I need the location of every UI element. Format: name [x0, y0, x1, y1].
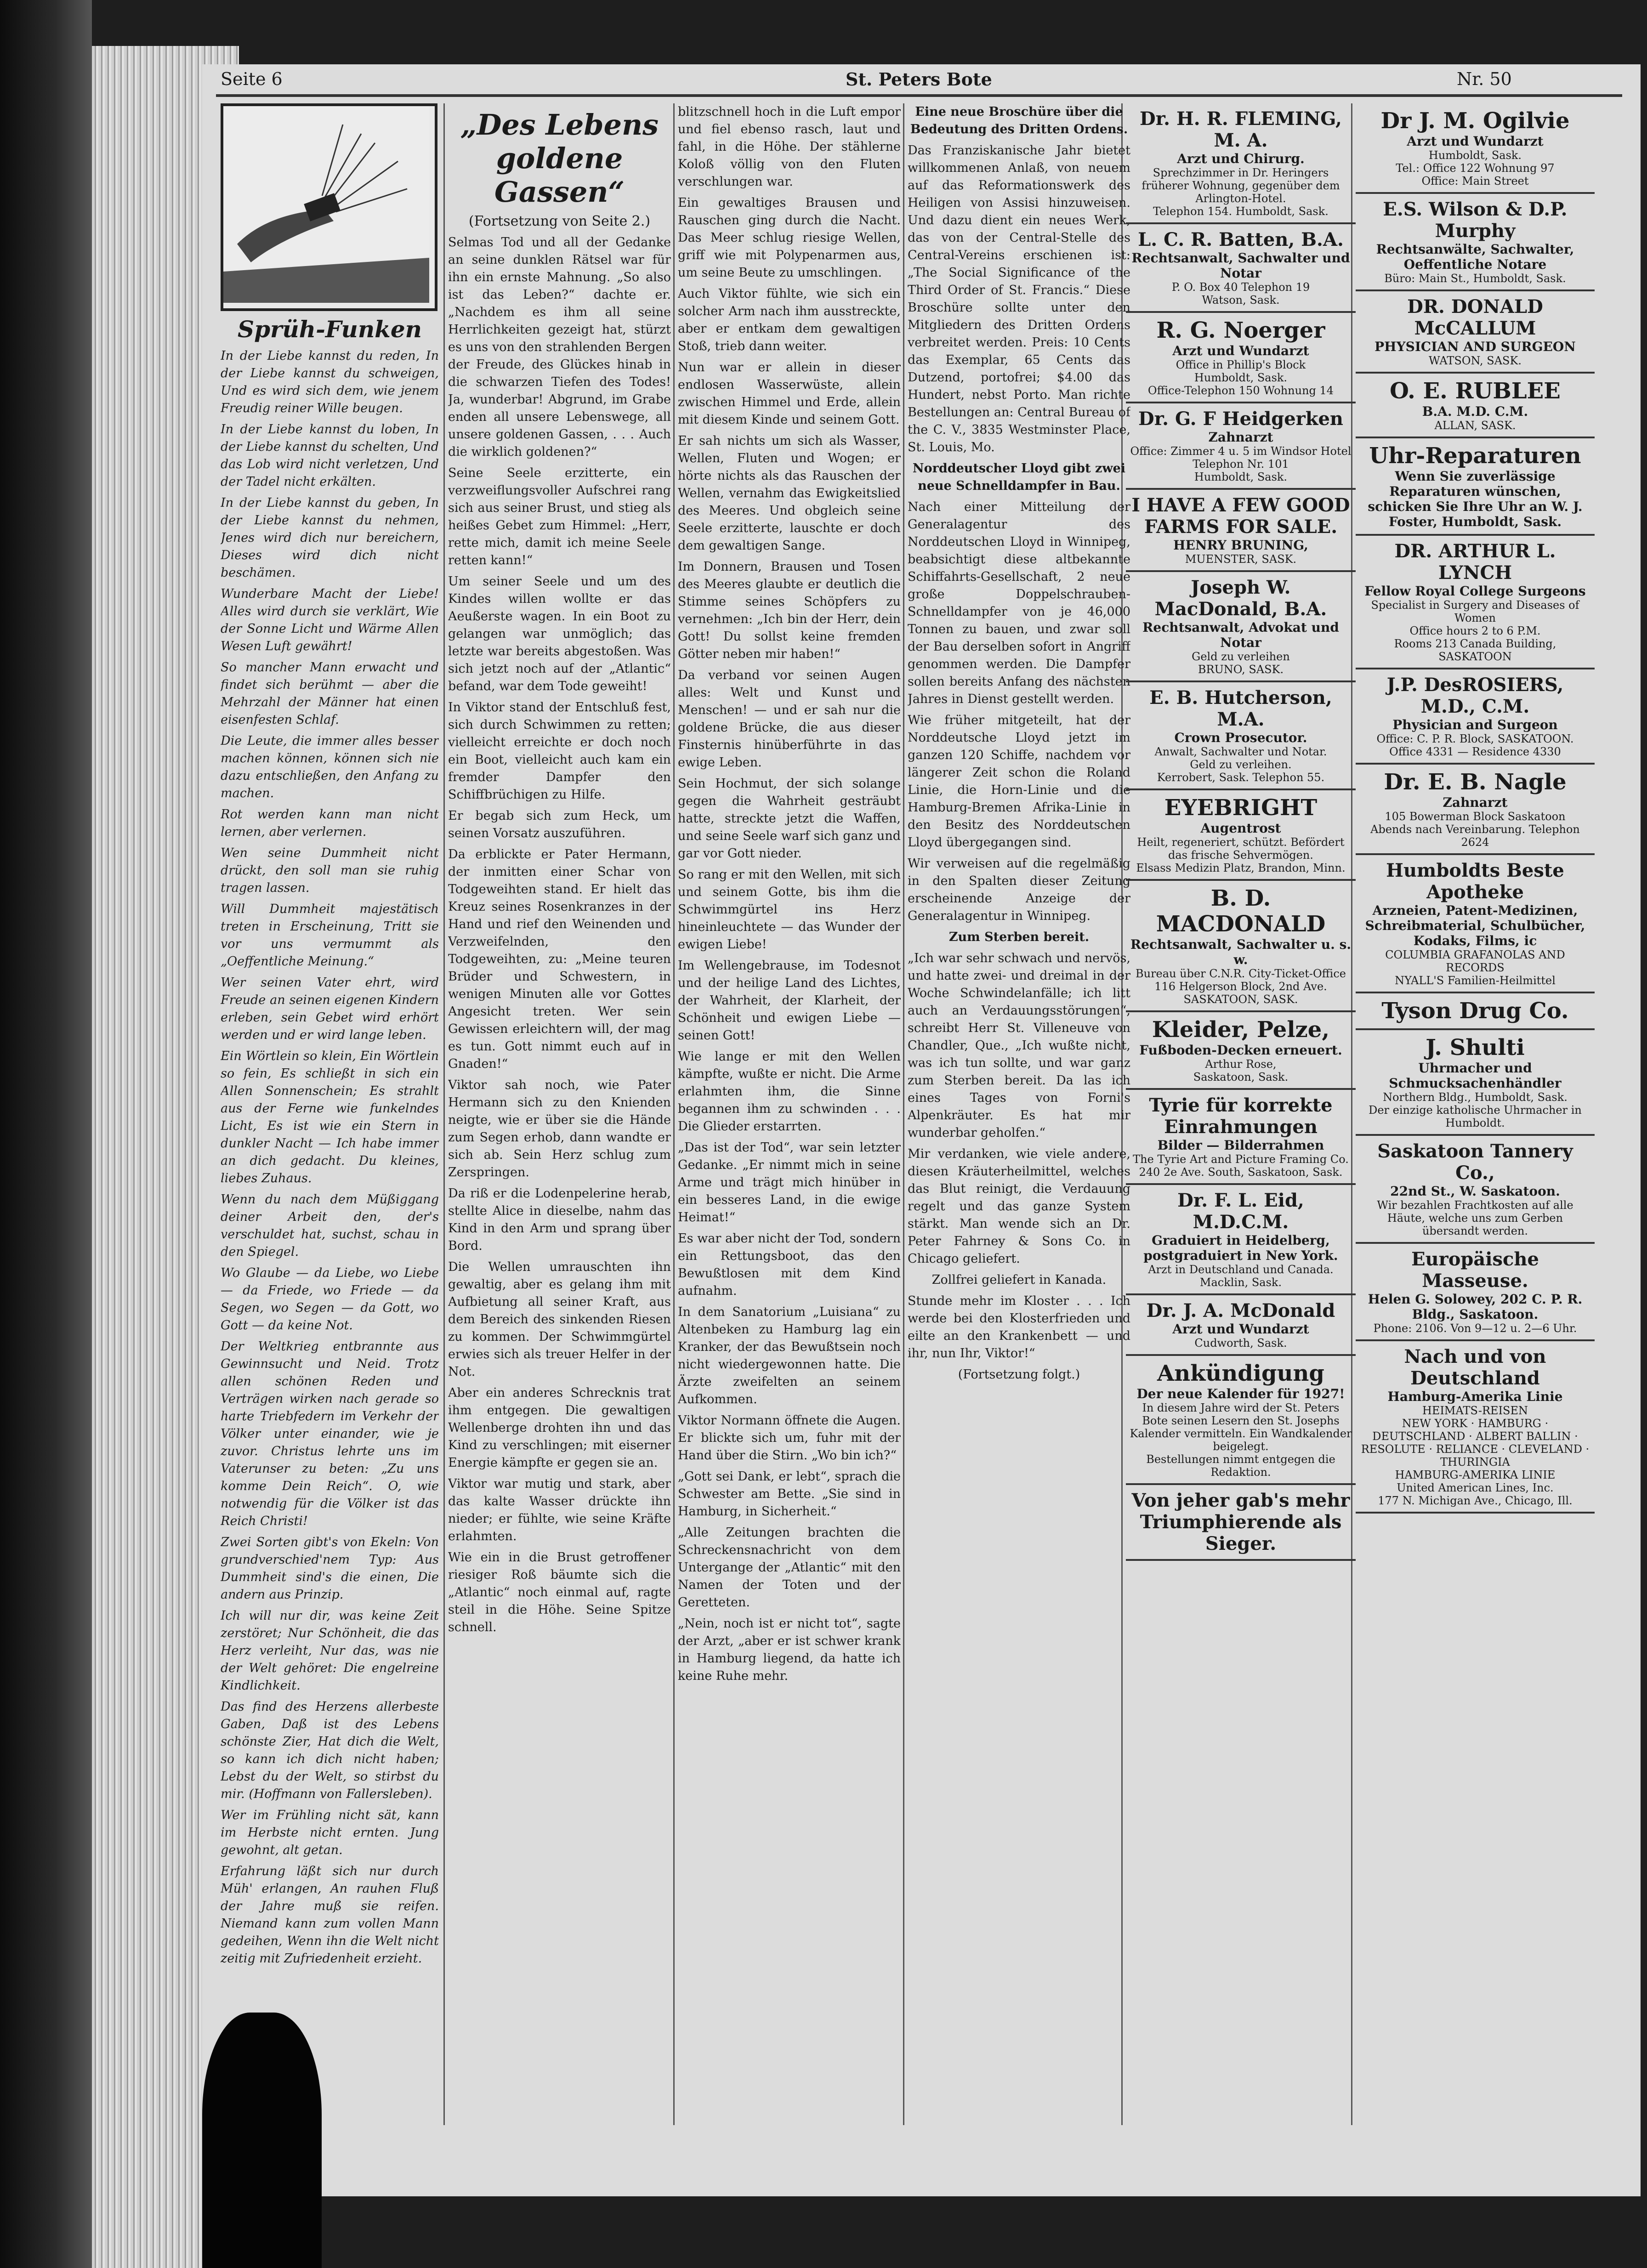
ad-line: Büro: Main St., Humboldt, Sask. [1384, 272, 1566, 285]
verse: Ich will nur dir, was keine Zeit zerstöret; Nur Schönheit, die das Herz verleiht, Nur das, was nie der Welt gehöret: Die engelreine Kindlichkeit. [221, 1609, 439, 1693]
verse: Wunderbare Macht der Liebe! Alles wird durch sie verklärt, Wie der Sonne Licht und Wärme Allen Wesen Luft gewährt! [221, 587, 439, 653]
ad-line: ALLAN, SASK. [1434, 419, 1516, 432]
news-paragraph: Wie früher mitgeteilt, hat der Norddeutsche Lloyd jetzt im ganzen 120 Schiffe, nachdem vor längerer Zeit schon die Roland Linie, die Horn-Linie und die Hamburg-Bremen Afrika-Linie in den Besitz des Norddeutschen Lloyd übergegangen sind. [908, 713, 1130, 850]
ad-line: Abends nach Vereinbarung. Telephon 2624 [1370, 823, 1580, 849]
ad-line: Office: Main Street [1421, 175, 1529, 187]
folio-left: Seite 6 [221, 69, 283, 89]
advertisement [1126, 224, 1356, 313]
story-paragraph: blitzschnell hoch in die Luft empor und fiel ebenso rasch, laut und fahl, in die Höhe. Der stählerne Koloß völlig von den Fluten verschlungen war. [678, 105, 901, 189]
ad-line: COLUMBIA GRAFANOLAS AND RECORDS [1385, 948, 1565, 974]
ad-line: Office hours 2 to 6 P.M. [1409, 624, 1541, 637]
ad-line: Geld zu verleihen [1192, 650, 1290, 663]
header-rule [216, 94, 1622, 97]
ad-line: 116 Helgerson Block, 2nd Ave. [1154, 980, 1327, 993]
ad-line: Arzneien, Patent-Medizinen, Schreibmaterial, Schulbücher, Kodaks, Films, ic [1365, 903, 1585, 948]
column-rule [903, 103, 904, 2125]
ad-line: Office: Zimmer 4 u. 5 im Windsor Hotel [1130, 445, 1352, 458]
ad-line: Elsass Medizin Platz, Brandon, Minn. [1136, 862, 1346, 874]
ad-line: Hamburg-Amerika Linie [1387, 1389, 1563, 1404]
story-paragraph: Ein gewaltiges Brausen und Rauschen ging durch die Nacht. Das Meer schlug riesige Wellen, griff wie mit Polypenarmen aus, um seine Beute zu umschlingen. [678, 196, 901, 280]
ad-line: United American Lines, Inc. [1397, 1481, 1554, 1494]
story-paragraph: Auch Viktor fühlte, wie sich ein solcher Arm nach ihm ausstreckte, aber er entkam dem gewaltigen Stoß, trieb dann weiter. [678, 287, 901, 353]
verse: In der Liebe kannst du reden, In der Liebe kannst du schweigen, Und es wird sich dem, wie jenem Freudig reiner Wille beugen. [221, 349, 439, 415]
story-paragraph: Viktor Normann öffnete die Augen. Er blickte sich um, fuhr mit der Hand über die Stirn. „Wo bin ich?“ [678, 1413, 901, 1463]
ad-line: Helen G. Solowey, 202 C. P. R. Bldg., Saskatoon. [1368, 1292, 1583, 1322]
ad-line: SASKATOON, SASK. [1183, 993, 1298, 1006]
story-paragraph: In Viktor stand der Entschluß fest, sich durch Schwimmen zu retten; vielleicht erreichte er doch noch ein Boot, vielleicht auch kam ein fremder Dampfer den Schiffbrüchigen zu Hilfe. [448, 700, 671, 802]
illustration-hand-hammer [221, 103, 437, 311]
ad-line: Anwalt, Sachwalter und Notar. [1154, 745, 1327, 758]
ad-line: Rooms 213 Canada Building, SASKATOON [1394, 637, 1556, 663]
advertisement [1126, 790, 1356, 881]
advertisement [1356, 1136, 1595, 1244]
ad-line: Der einzige katholische Uhrmacher in Humboldt. [1369, 1104, 1582, 1129]
ad-line: 177 N. Michigan Ave., Chicago, Ill. [1378, 1494, 1573, 1507]
ad-line: Rechtsanwalt, Sachwalter u. s. w. [1130, 937, 1352, 967]
advertisement [1126, 403, 1356, 490]
story-paragraph: Da verband vor seinen Augen alles: Welt und Kunst und Menschen! — und er sah nur die goldene Brücke, die aus dieser Finsternis hinüberführte in das ewige Leben. [678, 668, 901, 770]
ad-name: L. C. R. Batten, B.A. [1138, 229, 1344, 250]
column-ads-right [1356, 103, 1595, 2125]
ad-line: Northern Bldg., Humboldt, Sask. [1383, 1091, 1567, 1104]
ad-line: Rechtsanwälte, Sachwalter, Oeffentliche Notare [1376, 242, 1574, 272]
story-paragraph: Es war aber nicht der Tod, sondern ein Rettungsboot, das den Bewußtlosen mit dem Kind aufnahm. [678, 1231, 901, 1298]
story-paragraph: „Gott sei Dank, er lebt“, sprach die Schwester am Bette. „Sie sind in Hamburg, in Sicherheit.“ [678, 1469, 901, 1519]
ad-name: Dr. F. L. Eid, M.D.C.M. [1177, 1190, 1304, 1233]
news-paragraph: Nach einer Mitteilung der Generalagentur des Norddeutschen Lloyd in Winnipeg, beabsichtigt diese altbekannte Schiffahrts-Gesellschaft, 2 neue große Doppelschrauben-Schnelldampfer von je 46,000 Tonnen zu bauen, und zwar soll der Bau derselben sofort in Angriff genommen werden. Die Dampfer sollen bereits Anfang des nächsten Jahres in Dienst gestellt werden. [908, 500, 1130, 706]
ad-line: Office 4331 — Residence 4330 [1389, 745, 1561, 758]
scan-shadow [202, 2013, 322, 2268]
ad-line: Telephon 154. Humboldt, Sask. [1153, 205, 1329, 218]
ad-line: NEW YORK · HAMBURG · DEUTSCHLAND · ALBERT BALLIN · RESOLUTE · RELIANCE · CLEVELAND · THURINGIA [1361, 1417, 1590, 1469]
ad-name: Uhr-Reparaturen [1369, 443, 1581, 469]
ad-line: In diesem Jahre wird der St. Peters Bote seinen Lesern den St. Josephs Kalender vermitteln. Ein Wandkalender beigelegt. [1130, 1401, 1352, 1453]
ad-line: Heilt, regeneriert, schützt. Befördert das frische Sehvermögen. [1137, 836, 1345, 862]
ad-line: HENRY BRUNING, [1173, 538, 1308, 553]
advertisement [1356, 103, 1595, 194]
ad-line: Der neue Kalender für 1927! [1136, 1386, 1345, 1401]
ad-line: BRUNO, SASK. [1198, 663, 1284, 676]
ad-line: Specialist in Surgery and Diseases of Women [1371, 599, 1579, 624]
folio-right: Nr. 50 [1457, 69, 1512, 89]
ad-name: I HAVE A FEW GOOD FARMS FOR SALE. [1131, 494, 1350, 538]
ad-line: HAMBURG-AMERIKA LINIE [1395, 1469, 1556, 1481]
ad-name: O. E. RUBLEE [1390, 378, 1561, 404]
advertisement [1126, 490, 1356, 572]
ad-name: Tyson Drug Co. [1381, 998, 1569, 1024]
ad-line: Uhrmacher und Schmucksachenhändler [1389, 1060, 1562, 1091]
ad-name: Saskatoon Tannery Co., [1377, 1140, 1573, 1184]
ad-line: P. O. Box 40 Telephon 19 [1171, 281, 1310, 294]
ad-name: Humboldts Beste Apotheke [1386, 860, 1564, 903]
ad-line: Zahnarzt [1443, 795, 1508, 810]
story-paragraph: Stunde mehr im Kloster . . . Ich werde bei den Klosterfrieden und eilte an den Krankenbett — und ihr, nun Ihr, Viktor!“ [908, 1294, 1130, 1361]
story-paragraph: Seine Seele erzitterte, ein verzweiflungsvoller Aufschrei rang sich aus seiner Brust, und stieg als heißes Gebet zum Himmel: „Herr, rette mich, damit ich meine Seele retten kann!“ [448, 466, 671, 567]
ad-line: Office: C. P. R. Block, SASKATOON. [1376, 732, 1574, 745]
ad-name: E.S. Wilson & D.P. Murphy [1383, 198, 1567, 242]
ad-line: Arzt und Wundarzt [1407, 134, 1544, 149]
ad-name: Dr. G. F Heidgerken [1138, 408, 1343, 430]
ad-name: Dr J. M. Ogilvie [1380, 108, 1570, 134]
ad-name: Dr. E. B. Nagle [1384, 769, 1567, 795]
advertisement [1356, 669, 1595, 765]
ad-name: Europäische Masseuse. [1411, 1248, 1539, 1292]
ad-line: Sprechzimmer in Dr. Heringers früherer Wohnung, gegenüber dem Arlington-Hotel. [1142, 166, 1340, 205]
advertisement [1126, 103, 1356, 224]
column-spruehfunken [221, 103, 439, 2125]
ad-line: Fellow Royal College Surgeons [1364, 584, 1586, 599]
news-paragraph: Mir verdanken, wie viele andere, diesen Kräuterheilmittel, welches das Blut reinigt, die Verdauung regelt und das ganze System stärkt. Man wende sich an Dr. Peter Fahrney & Sons Co. in Chicago geliefert. [908, 1147, 1130, 1266]
ad-name: Nach und von Deutschland [1404, 1346, 1546, 1389]
story-paragraph: So rang er mit den Wellen, mit sich und seinem Gotte, bis ihm die Schwimmgürtel ins Herz hineinleuchtete — das Wunder der ewigen Liebe! [678, 868, 901, 952]
advertisement [1126, 313, 1356, 403]
story-paragraph: Wie ein in die Brust getroffener riesiger Roß bäumte sich die „Atlantic“ noch einmal auf, ragte steil in die Höhe. Seine Spitze schnell. [448, 1550, 671, 1634]
ad-line: Fußboden-Decken erneuert. [1139, 1043, 1342, 1058]
ad-line: Physician and Surgeon [1392, 717, 1558, 732]
ad-name: DR. DONALD McCALLUM [1407, 296, 1543, 339]
news-note: Zollfrei geliefert in Kanada. [931, 1273, 1107, 1287]
ad-line: Augentrost [1200, 821, 1281, 836]
aphorism: Wo Glaube — da Liebe, wo Liebe — da Friede, wo Friede — da Segen, wo Segen — da Gott, wo Gott — da keine Not. [221, 1266, 439, 1332]
column-serial-story-cont [678, 103, 901, 2125]
ad-line: Arzt und Wundarzt [1172, 343, 1309, 358]
ad-line: Wir bezahlen Frachtkosten auf alle Häute, welche uns zum Gerben übersandt werden. [1377, 1199, 1573, 1237]
aphorism: Wer seinen Vater ehrt, wird Freude an seinen eigenen Kindern erleben, sein Gebet wird erhört werden und er wird lange leben. [221, 975, 439, 1042]
ad-name: Joseph W. MacDonald, B.A. [1154, 577, 1327, 620]
story-paragraph: „Das ist der Tod“, war sein letzter Gedanke. „Er nimmt mich in seine Arme und trägt mich hinüber in ein besseres Land, in die ewige Heimat!“ [678, 1140, 901, 1225]
advertisement [1356, 1341, 1595, 1514]
aphorism: So mancher Mann erwacht und findet sich berühmt — aber die Mehrzahl der Männer hat einen eisenfesten Schlaf. [221, 660, 439, 727]
ad-line: Bestellungen nimmt entgegen die Redaktion. [1146, 1453, 1335, 1479]
ad-line: Wenn Sie zuverlässige Reparaturen wünschen, schicken Sie Ihre Uhr an W. J. Foster, Humboldt, Sask. [1368, 469, 1583, 529]
advertisement [1126, 682, 1356, 790]
story-paragraph: Im Wellengebrause, im Todesnot und der heilige Land des Lichtes, der Wahrheit, der Klarheit, der Schönheit und ewigen Liebe — seinen Gott! [678, 958, 901, 1043]
ad-line: Arzt und Chirurg. [1177, 151, 1305, 166]
aphorism: Will Dummheit majestätisch treten in Erscheinung, Tritt sie vor uns vermummt als „Oeffentliche Meinung.“ [221, 902, 439, 969]
story-continuation-note: (Fortsetzung von Seite 2.) [468, 213, 651, 229]
verse: Zwei Sorten gibt's von Ekeln: Von grundverschied'nem Typ: Aus Dummheit sind's die einen, Die andern aus Prinzip. [221, 1535, 439, 1602]
ad-line: Crown Prosecutor. [1174, 730, 1307, 745]
advertisement [1356, 855, 1595, 993]
ad-line: WATSON, SASK. [1428, 354, 1522, 367]
story-paragraph: Er begab sich zum Heck, um seinen Vorsatz auszuführen. [448, 809, 671, 840]
story-paragraph: In dem Sanatorium „Luisiana“ zu Altenbeken zu Hamburg lag ein Kranker, der das Bewußtsein noch nicht wiedergewonnen hatte. Die Ärzte zweifelten an seinem Aufkommen. [678, 1305, 901, 1406]
ad-name: EYEBRIGHT [1164, 795, 1318, 821]
ad-name: Dr. H. R. FLEMING, M. A. [1140, 108, 1342, 151]
advertisement [1126, 572, 1356, 682]
news-headline: Norddeutscher Lloyd gibt zwei neue Schnelldampfer in Bau. [912, 461, 1126, 493]
ad-line: 22nd St., W. Saskatoon. [1390, 1184, 1560, 1199]
ad-line: Geld zu verleihen. [1190, 758, 1292, 771]
story-title: „Des Lebens goldene Gassen“ [460, 108, 659, 209]
ad-line: Office-Telephon 150 Wohnung 14 [1147, 384, 1334, 397]
ad-line: Bilder — Bilderrahmen [1157, 1138, 1324, 1153]
ad-line: Kerrobert, Sask. Telephon 55. [1157, 771, 1325, 784]
ad-line: MUENSTER, SASK. [1185, 553, 1297, 566]
advertisement [1356, 1244, 1595, 1341]
story-paragraph: Sein Hochmut, der sich solange gegen die Wahrheit gesträubt hatte, streckte jetzt die Waffen, und seine Seele warf sich ganz und gar vor Gott nieder. [678, 777, 901, 861]
ad-name: R. G. Noerger [1156, 318, 1325, 343]
advertisement [1356, 438, 1595, 536]
ad-line: Graduiert in Heidelberg, postgraduiert in New York. [1143, 1233, 1338, 1263]
advertisement [1126, 1185, 1356, 1295]
ad-line: Humboldt, Sask. [1194, 371, 1288, 384]
ad-line: B.A. M.D. C.M. [1422, 404, 1528, 419]
story-paragraph: Im Donnern, Brausen und Tosen des Meeres glaubte er deutlich die Stimme seines Schöpfers zu vernehmen: „Ich bin der Herr, dein Gott! Du sollst keine fremden Götter neben mir haben!“ [678, 560, 901, 661]
story-paragraph: Um seiner Seele und um des Kindes willen wollte er das Aeußerste wagen. In ein Boot zu gelangen war unmöglich; das letzte war bereits abgestoßen. Was sich jetzt noch auf der „Atlantic“ befand, war dem Tode geweiht! [448, 574, 671, 693]
verse: Das find des Herzens allerbeste Gaben, Daß ist des Lebens schönste Zier, Hat dich die Welt, so kann ich dich nicht haben; Lebst du der Welt, so stirbst du mir. (Hoffmann von Fallersleben). [221, 1700, 439, 1801]
ad-line: Telephon Nr. 101 [1193, 458, 1289, 471]
verse: Erfahrung läßt sich nur durch Müh' erlangen, An rauhen Fluß der Jahre muß sie reifen. Niemand kann zum vollen Mann gedeihen, Wenn ihn die Welt nicht zeitig mit Zufriedenheit erzieht. [221, 1864, 439, 1966]
column-rule [443, 103, 445, 2125]
ad-name: E. B. Hutcherson, M.A. [1149, 687, 1332, 730]
advertisement [1126, 881, 1356, 1012]
ad-line: Watson, Sask. [1202, 294, 1280, 306]
ad-line: Tel.: Office 122 Wohnung 97 [1396, 162, 1555, 175]
ad-line: 240 2e Ave. South, Saskatoon, Sask. [1139, 1166, 1343, 1179]
column-news [908, 103, 1130, 2125]
news-paragraph: Das Franziskanische Jahr bietet willkommenen Anlaß, von neuem auf das Reformationswerk des Heiligen von Assisi hinzuweisen. Und dazu dient ein neues Werk, das von der Central-Stelle des Central-Vereins erschienen ist: „The Social Significance of the Third Order of St. Francis.“ Diese Broschüre sollte unter den Mitgliedern des Dritten Ordens verbreitet werden. Preis: 10 Cents das Exemplar, 65 Cents das Dutzend, portofrei; $4.00 das Hundert, nebst Porto. Man richte Bestellungen an: Central Bureau of the C. V., 3835 Westminster Place, St. Louis, Mo. [908, 143, 1130, 454]
news-headline: Zum Sterben bereit. [948, 930, 1090, 944]
book-binding [0, 0, 92, 2268]
ad-line: Rechtsanwalt, Advokat und Notar [1142, 620, 1339, 650]
story-paragraph: Aber ein anderes Schrecknis trat ihm entgegen. Die gewaltigen Wellenberge drohten ihn und das Kind zu verschlingen; mit eiserner Energie kämpfte er gegen sie an. [448, 1386, 671, 1470]
story-paragraph: „Nein, noch ist er nicht tot“, sagte der Arzt, „aber er ist schwer krank in Hamburg liegend, da hatte ich keine Ruhe mehr. [678, 1616, 901, 1683]
ad-name: Dr. J. A. McDonald [1146, 1300, 1335, 1321]
story-paragraph: Viktor sah noch, wie Pater Hermann sich zu den Knienden neigte, wie er über sie die Hände zum Segen erhob, dann wandte er sich ab. Sein Herz schlug zum Zerspringen. [448, 1078, 671, 1179]
story-paragraph: Viktor war mutig und stark, aber das kalte Wasser drückte ihn nieder; er fühlte, wie seine Kräfte erlahmten. [448, 1477, 671, 1543]
ad-line: Macklin, Sask. [1199, 1276, 1282, 1289]
ad-line: Humboldt, Sask. [1194, 471, 1288, 483]
story-paragraph: Wie lange er mit den Wellen kämpfte, wußte er nicht. Die Arme erlahmten ihm, die Sinne begannen ihm zu schwinden . . . Die Glieder erstarrten. [678, 1049, 901, 1134]
verse: In der Liebe kannst du loben, In der Liebe kannst du schelten, Und das Lob wird nicht verletzen, Und der Tadel nicht erkälten. [221, 422, 439, 489]
story-paragraph: Nun war er allein in dieser endlosen Wasserwüste, allein zwischen Himmel und Erde, allein mit diesem Kinde und seinem Gott. [678, 360, 901, 427]
story-paragraph: Da riß er die Lodenpelerine herab, stellte Alice in dieselbe, nahm das Kind in den Arm und sprang über Bord. [448, 1186, 671, 1253]
ad-line: The Tyrie Art and Picture Framing Co. [1133, 1153, 1349, 1166]
advertisement [1356, 194, 1595, 291]
ad-line: Arzt in Deutschland und Canada. [1148, 1263, 1334, 1276]
advertisement [1356, 291, 1595, 374]
ad-line: Bureau über C.N.R. City-Ticket-Office [1135, 967, 1346, 980]
verse: Ein Wörtlein so klein, Ein Wörtlein so fein, Es schließt in sich ein Allen Sonnenschein; Es strahlt aus der Ferne wie funkelndes Licht, Es ist wie ein Stern in dunkler Nacht — Ich habe immer an dich gedacht. Du kleines, liebes Zuhaus. [221, 1049, 439, 1185]
ad-line: Cudworth, Sask. [1194, 1337, 1287, 1349]
advertisement [1356, 1030, 1595, 1136]
ad-name: B. D. MACDONALD [1156, 885, 1326, 937]
story-paragraph: Er sah nichts um sich als Wasser, Wellen, Fluten und Wogen; er hörte nichts als das Rauschen der Wellen, vernahm das Ewigkeitslied des Meeres. Und obgleich seine Seele erzitterte, lauschte er doch dem gewaltigen Sange. [678, 434, 901, 553]
aphorism: Wenn du nach dem Müßiggang deiner Arbeit den, der's verschuldet hat, suchst, schau in den Spiegel. [221, 1192, 439, 1259]
story-paragraph: Da erblickte er Pater Hermann, der inmitten einer Schar von Todgeweihten stand. Er hielt das Kreuz seines Rosenkranzes in der Hand und rief den Weinenden und Verzweifelnden, den Todgeweihten, zu: „Meine teuren Brüder und Schwestern, in wenigen Minuten alle vor Gottes Angesicht treten. Wer sein Gewissen erleichtern will, der mag es tun. Gott nimmt euch auf in Gnaden!“ [448, 847, 671, 1071]
story-paragraph: Selmas Tod und all der Gedanke an seine dunklen Rätsel war für ihn ein ernste Mahnung. „So also ist das Leben?“ dachte er. „Nachdem es ihm all seine Herrlichkeiten gezeigt hat, stürzt es uns von den strahlenden Bergen der Freude, des Glückes hinab in die schwarzen Tiefen des Todes! Ja, wunderbar! Abgrund, im Grabe enden all unsere Lebenswege, all unsere goldenen Gassen, . . . Auch die wirklich goldenen?“ [448, 235, 671, 459]
ad-name: Ankündigung [1157, 1361, 1324, 1386]
advertisement [1356, 993, 1595, 1030]
advertisement [1356, 765, 1595, 855]
ad-line: PHYSICIAN AND SURGEON [1374, 339, 1576, 354]
ad-line: Phone: 2106. Von 9—12 u. 2—6 Uhr. [1373, 1322, 1577, 1335]
ad-line: Arzt und Wundarzt [1172, 1321, 1309, 1337]
aphorism: Wer im Frühling nicht sät, kann im Herbste nicht ernten. Jung gewohnt, alt getan. [221, 1808, 439, 1857]
ad-line: Humboldt, Sask. [1428, 149, 1522, 162]
ad-line: Zahnarzt [1208, 430, 1273, 445]
column-rule [673, 103, 675, 2125]
advertisement [1126, 1090, 1356, 1185]
news-paragraph: „Ich war sehr schwach und nervös, und hatte zwei- und dreimal in der Woche Schwindelanfälle; ich litt auch an Verdauungsstörungen“, schreibt Herr St. Villeneuve von Chandler, Que., „Ich wußte nicht, was ich tun sollte, und war ganz zum Sterben bereit. Da las ich eines Tages von Forni's Alpenkräuter. Es hat mir wunderbar geholfen.“ [908, 951, 1130, 1140]
aphorism: Der Weltkrieg entbrannte aus Gewinnsucht und Neid. Trotz allen schönen Reden und Verträgen wirken nach gerade so harte Triebfedern im Verkehr der Völker unter einander, wie je zuvor. Christus lehrte uns im Vaterunser zu beten: „Zu uns komme Dein Reich“. O, wie notwendig für die Völker ist das Reich Christi! [221, 1339, 439, 1528]
masthead-title: St. Peters Bote [846, 69, 992, 90]
aphorism: Die Leute, die immer alles besser machen können, können sich nie dazu entschließen, den Anfang zu machen. [221, 734, 439, 800]
story-paragraph: „Alle Zeitungen brachten die Schreckensnachricht von dem Untergange der „Atlantic“ mit den Namen der Toten und der Geretteten. [678, 1525, 901, 1610]
aphorism: Wen seine Dummheit nicht drückt, den soll man sie ruhig tragen lassen. [221, 846, 439, 895]
ad-line: Saskatoon, Sask. [1193, 1071, 1289, 1083]
ad-name: J. Shulti [1426, 1035, 1525, 1060]
ad-line: 105 Bowerman Block Saskatoon [1385, 810, 1566, 823]
news-headline: Eine neue Broschüre über die Bedeutung des Dritten Ordens. [910, 105, 1128, 136]
ad-line: NYALL'S Familien-Heilmittel [1395, 974, 1556, 987]
ad-line: Arthur Rose, [1205, 1058, 1277, 1071]
continued-note: (Fortsetzung folgt.) [958, 1367, 1080, 1382]
advertisement [1126, 1012, 1356, 1090]
ad-line: Office in Phillip's Block [1176, 358, 1306, 371]
section-title: Sprüh-Funken [237, 316, 422, 343]
ad-line: Rechtsanwalt, Sachwalter und Notar [1131, 250, 1350, 281]
advertisement [1126, 1485, 1356, 1561]
advertisement [1126, 1295, 1356, 1356]
advertisement [1356, 374, 1595, 438]
column-serial-story [448, 103, 671, 2125]
advertisement [1126, 1356, 1356, 1485]
column-ads-left [1126, 103, 1356, 2125]
story-paragraph: Die Wellen umrauschten ihn gewaltig, aber es gelang ihm mit Aufbietung all seiner Kraft, aus dem Bereich des sinkenden Riesen zu kommen. Der Schwimmgürtel erwies sich als treuer Helfer in der Not. [448, 1260, 671, 1379]
news-paragraph: Wir verweisen auf die regelmäßig in den Spalten dieser Zeitung erscheinende Anzeige der Generalagentur in Winnipeg. [908, 856, 1130, 923]
ad-name: Tyrie für korrekte Einrahmungen [1149, 1094, 1333, 1138]
ad-name: Von jeher gab's mehr Triumphierende als Sieger. [1131, 1490, 1350, 1554]
verse: In der Liebe kannst du geben, In der Liebe kannst du nehmen, Jenes wird dich nur bereichern, Dieses wird dich nicht beschämen. [221, 496, 439, 580]
ad-line: HEIMATS-REISEN [1422, 1404, 1528, 1417]
ad-name: J.P. DesROSIERS, M.D., C.M. [1386, 674, 1564, 717]
ad-name: Kleider, Pelze, [1152, 1017, 1330, 1043]
ad-name: DR. ARTHUR L. LYNCH [1394, 540, 1556, 584]
advertisement [1356, 536, 1595, 669]
aphorism: Rot werden kann man nicht lernen, aber verlernen. [221, 807, 439, 839]
